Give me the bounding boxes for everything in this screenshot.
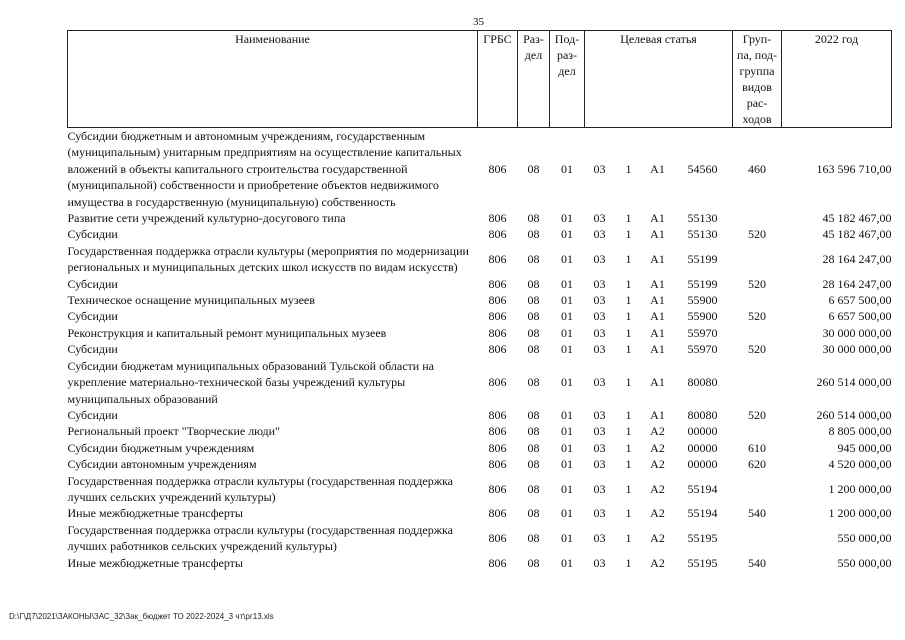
row-grbs: 806: [488, 375, 507, 390]
row-name: Субсидии: [67, 342, 118, 357]
table-row: [68, 505, 892, 521]
row-target-part4: 55199: [687, 276, 718, 291]
row-target-part2: 1: [625, 375, 632, 390]
row-expense-group: [733, 210, 782, 226]
row-target-part1: 03: [593, 252, 606, 267]
row-name: Техническое оснащение муниципальных музеев: [67, 293, 315, 308]
row-target-part1: 03: [593, 309, 606, 324]
row-expense-group: 520: [748, 227, 767, 242]
row-target-part3: А1: [650, 161, 665, 176]
row-grbs: 806: [488, 211, 507, 226]
row-name: Государственная поддержка отрасли культуры (государственная поддержка лучших сельских учреждений культуры): [67, 473, 453, 504]
row-target-part2: 1: [625, 252, 632, 267]
header-podrazdel: Под- раз- дел: [550, 31, 585, 128]
header-grbs: ГРБС: [478, 31, 518, 128]
row-razdel: 08: [527, 457, 540, 472]
row-razdel: 08: [527, 506, 540, 521]
row-target-part1: 03: [593, 424, 606, 439]
row-target-part3: А2: [650, 530, 665, 545]
row-target-part3: А1: [650, 342, 665, 357]
row-grbs: 806: [488, 440, 507, 455]
row-expense-group: [733, 522, 782, 555]
header-razdel: Раз- дел: [518, 31, 550, 128]
row-expense-group: 610: [748, 440, 767, 455]
row-target-part4: 54560: [687, 161, 718, 176]
row-amount: 45 182 467,00: [822, 211, 892, 226]
row-name: Государственная поддержка отрасли культуры (мероприятия по модернизации региональных и муниципальных детских школ искусств по видам искусств): [67, 243, 469, 275]
row-grbs: 806: [488, 276, 507, 291]
row-target-part2: 1: [625, 506, 632, 521]
row-target-part4: 55900: [687, 309, 718, 324]
row-target-part4: 00000: [687, 440, 718, 455]
row-razdel: 08: [527, 440, 540, 455]
header-expense-group: Груп- па, под- группа видов рас- ходов: [733, 31, 782, 128]
row-target-part1: 03: [593, 227, 606, 242]
row-target-part3: А1: [650, 375, 665, 390]
row-target-part2: 1: [625, 440, 632, 455]
row-amount: 6 657 500,00: [828, 293, 892, 308]
table-row: [68, 555, 892, 571]
row-target-part1: 03: [593, 161, 606, 176]
row-expense-group: [733, 423, 782, 439]
table-row: [68, 456, 892, 472]
row-amount: 30 000 000,00: [822, 342, 892, 357]
row-target-part3: А1: [650, 276, 665, 291]
header-name: Наименование: [68, 31, 478, 128]
row-target-part1: 03: [593, 457, 606, 472]
row-podrazdel: 01: [561, 309, 573, 324]
row-amount: 1 200 000,00: [828, 506, 892, 521]
row-expense-group: 620: [748, 457, 767, 472]
table-row: [68, 128, 892, 211]
row-name: Развитие сети учреждений культурно-досугового типа: [67, 211, 346, 226]
table-row: [68, 292, 892, 308]
row-target-part3: А1: [650, 309, 665, 324]
row-target-part4: 80080: [687, 375, 718, 390]
row-expense-group: 540: [748, 555, 767, 570]
row-target-part4: 55130: [687, 211, 718, 226]
row-name: Субсидии бюджетным учреждениям: [67, 440, 255, 455]
row-target-part1: 03: [593, 342, 606, 357]
table-row: [68, 407, 892, 423]
row-target-part2: 1: [625, 555, 632, 570]
row-grbs: 806: [488, 457, 507, 472]
table-row: [68, 522, 892, 555]
row-expense-group: 460: [748, 161, 767, 176]
row-grbs: 806: [488, 227, 507, 242]
row-razdel: 08: [527, 375, 540, 390]
row-grbs: 806: [488, 309, 507, 324]
row-expense-group: [733, 325, 782, 341]
row-amount: 945 000,00: [837, 440, 892, 455]
table-header-row: [68, 31, 892, 128]
row-amount: 550 000,00: [837, 530, 892, 545]
row-target-part4: 00000: [687, 424, 718, 439]
row-target-part2: 1: [625, 293, 632, 308]
row-target-part4: 55194: [687, 481, 718, 496]
row-target-part3: А2: [650, 481, 665, 496]
row-razdel: 08: [527, 407, 540, 422]
row-grbs: 806: [488, 555, 507, 570]
table-row: [68, 473, 892, 506]
row-amount: 163 596 710,00: [816, 161, 892, 176]
row-target-part1: 03: [593, 325, 606, 340]
row-target-part1: 03: [593, 506, 606, 521]
row-podrazdel: 01: [561, 276, 573, 291]
table-row: [68, 243, 892, 276]
row-expense-group: [733, 473, 782, 506]
row-name: Иные межбюджетные трансферты: [67, 506, 243, 521]
row-target-part4: 55970: [687, 342, 718, 357]
row-amount: 550 000,00: [837, 555, 892, 570]
row-target-part2: 1: [625, 161, 632, 176]
row-amount: 28 164 247,00: [822, 252, 892, 267]
row-target-part1: 03: [593, 211, 606, 226]
row-razdel: 08: [527, 325, 540, 340]
row-razdel: 08: [527, 424, 540, 439]
row-amount: 1 200 000,00: [828, 481, 892, 496]
table-row: [68, 308, 892, 324]
row-target-part3: А1: [650, 407, 665, 422]
table-row: [68, 226, 892, 242]
file-path-footer: D:\Г\Д7\2021\ЗАКОНЫ\ЗАС_32\Зак_бюджет ТО 2022-2024_3 чт\рг13.xls: [9, 612, 274, 621]
row-podrazdel: 01: [561, 440, 573, 455]
row-target-part4: 55130: [687, 227, 718, 242]
row-grbs: 806: [488, 325, 507, 340]
row-podrazdel: 01: [561, 293, 573, 308]
row-target-part3: А1: [650, 252, 665, 267]
row-target-part4: 55195: [687, 530, 718, 545]
row-razdel: 08: [527, 252, 540, 267]
row-target-part3: А2: [650, 457, 665, 472]
row-target-part2: 1: [625, 481, 632, 496]
row-expense-group: [733, 243, 782, 276]
row-target-part1: 03: [593, 276, 606, 291]
table-row: [68, 358, 892, 407]
row-razdel: 08: [527, 530, 540, 545]
row-razdel: 08: [527, 276, 540, 291]
row-name: Субсидии: [67, 276, 118, 291]
row-amount: 4 520 000,00: [828, 457, 892, 472]
row-podrazdel: 01: [561, 252, 573, 267]
row-grbs: 806: [488, 530, 507, 545]
row-podrazdel: 01: [561, 161, 573, 176]
row-grbs: 806: [488, 424, 507, 439]
row-podrazdel: 01: [561, 506, 573, 521]
row-target-part4: 55900: [687, 293, 718, 308]
row-name: Субсидии бюджетам муниципальных образований Тульской области на укрепление материально-технической базы учреждений культуры муниципальных образований: [67, 358, 434, 406]
table-row: [68, 325, 892, 341]
row-target-part4: 55195: [687, 555, 718, 570]
row-podrazdel: 01: [561, 211, 573, 226]
table-body: [68, 128, 892, 571]
row-razdel: 08: [527, 211, 540, 226]
row-target-part3: А1: [650, 211, 665, 226]
row-name: Государственная поддержка отрасли культуры (государственная поддержка лучших работников сельских учреждений культуры): [67, 522, 453, 554]
row-podrazdel: 01: [561, 342, 573, 357]
row-podrazdel: 01: [561, 457, 573, 472]
row-target-part4: 55199: [687, 252, 718, 267]
row-target-part1: 03: [593, 555, 606, 570]
row-razdel: 08: [527, 309, 540, 324]
row-podrazdel: 01: [561, 227, 573, 242]
row-amount: 6 657 500,00: [828, 309, 892, 324]
row-target-part1: 03: [593, 481, 606, 496]
row-target-part3: А1: [650, 293, 665, 308]
row-razdel: 08: [527, 293, 540, 308]
row-target-part4: 80080: [687, 407, 718, 422]
row-target-part4: 00000: [687, 457, 718, 472]
row-expense-group: 520: [748, 342, 767, 357]
row-target-part2: 1: [625, 276, 632, 291]
row-target-part2: 1: [625, 424, 632, 439]
row-expense-group: 520: [748, 309, 767, 324]
header-year-2022: 2022 год: [782, 31, 892, 128]
row-podrazdel: 01: [561, 325, 573, 340]
row-target-part1: 03: [593, 293, 606, 308]
row-grbs: 806: [488, 252, 507, 267]
row-target-part4: 55194: [687, 506, 718, 521]
row-amount: 28 164 247,00: [822, 276, 892, 291]
row-target-part2: 1: [625, 227, 632, 242]
row-target-part2: 1: [625, 407, 632, 422]
row-grbs: 806: [488, 161, 507, 176]
row-expense-group: 540: [748, 506, 767, 521]
row-podrazdel: 01: [561, 424, 573, 439]
row-razdel: 08: [527, 227, 540, 242]
row-razdel: 08: [527, 555, 540, 570]
row-amount: 260 514 000,00: [816, 375, 892, 390]
row-expense-group: [733, 292, 782, 308]
row-target-part2: 1: [625, 309, 632, 324]
row-name: Субсидии: [67, 227, 118, 242]
row-target-part1: 03: [593, 407, 606, 422]
row-target-part2: 1: [625, 457, 632, 472]
row-grbs: 806: [488, 407, 507, 422]
row-grbs: 806: [488, 506, 507, 521]
row-grbs: 806: [488, 342, 507, 357]
row-name: Субсидии автономным учреждениям: [67, 457, 257, 472]
row-target-part4: 55970: [687, 325, 718, 340]
row-target-part2: 1: [625, 325, 632, 340]
row-amount: 30 000 000,00: [822, 325, 892, 340]
row-amount: 260 514 000,00: [816, 407, 892, 422]
row-grbs: 806: [488, 481, 507, 496]
row-expense-group: 520: [748, 407, 767, 422]
row-amount: 45 182 467,00: [822, 227, 892, 242]
row-target-part3: А2: [650, 506, 665, 521]
row-target-part2: 1: [625, 211, 632, 226]
row-target-part1: 03: [593, 530, 606, 545]
header-target-article: Целевая статья: [585, 31, 733, 128]
row-razdel: 08: [527, 342, 540, 357]
table-row: [68, 210, 892, 226]
row-podrazdel: 01: [561, 555, 573, 570]
row-name: Реконструкция и капитальный ремонт муниципальных музеев: [67, 325, 387, 340]
row-podrazdel: 01: [561, 375, 573, 390]
row-target-part3: А1: [650, 227, 665, 242]
row-razdel: 08: [527, 161, 540, 176]
budget-table: [67, 30, 892, 571]
table-row: [68, 341, 892, 357]
row-name: Субсидии: [67, 309, 118, 324]
row-amount: 8 805 000,00: [828, 424, 892, 439]
row-razdel: 08: [527, 481, 540, 496]
row-name: Иные межбюджетные трансферты: [67, 555, 243, 570]
row-target-part3: А2: [650, 424, 665, 439]
table-row: [68, 440, 892, 456]
row-podrazdel: 01: [561, 481, 573, 496]
row-target-part3: А2: [650, 440, 665, 455]
row-target-part3: А1: [650, 325, 665, 340]
row-name: Субсидии: [67, 407, 118, 422]
row-target-part3: А2: [650, 555, 665, 570]
row-podrazdel: 01: [561, 530, 573, 545]
table-row: [68, 423, 892, 439]
row-expense-group: [733, 358, 782, 407]
row-target-part1: 03: [593, 440, 606, 455]
table-row: [68, 276, 892, 292]
row-name: Региональный проект "Творческие люди": [67, 424, 280, 439]
row-expense-group: 520: [748, 276, 767, 291]
row-target-part1: 03: [593, 375, 606, 390]
page-number: 35: [473, 16, 484, 28]
row-target-part2: 1: [625, 342, 632, 357]
row-podrazdel: 01: [561, 407, 573, 422]
row-grbs: 806: [488, 293, 507, 308]
row-name: Субсидии бюджетным и автономным учреждениям, государственным (муниципальным) унитарным предприятиям на осуществление капитальных вложений в объекты капитального строительства государственной (муниципальной) собственности и приобретение объектов недвижимого имущества в государственную (муниципальную) собственность: [67, 129, 462, 209]
row-target-part2: 1: [625, 530, 632, 545]
